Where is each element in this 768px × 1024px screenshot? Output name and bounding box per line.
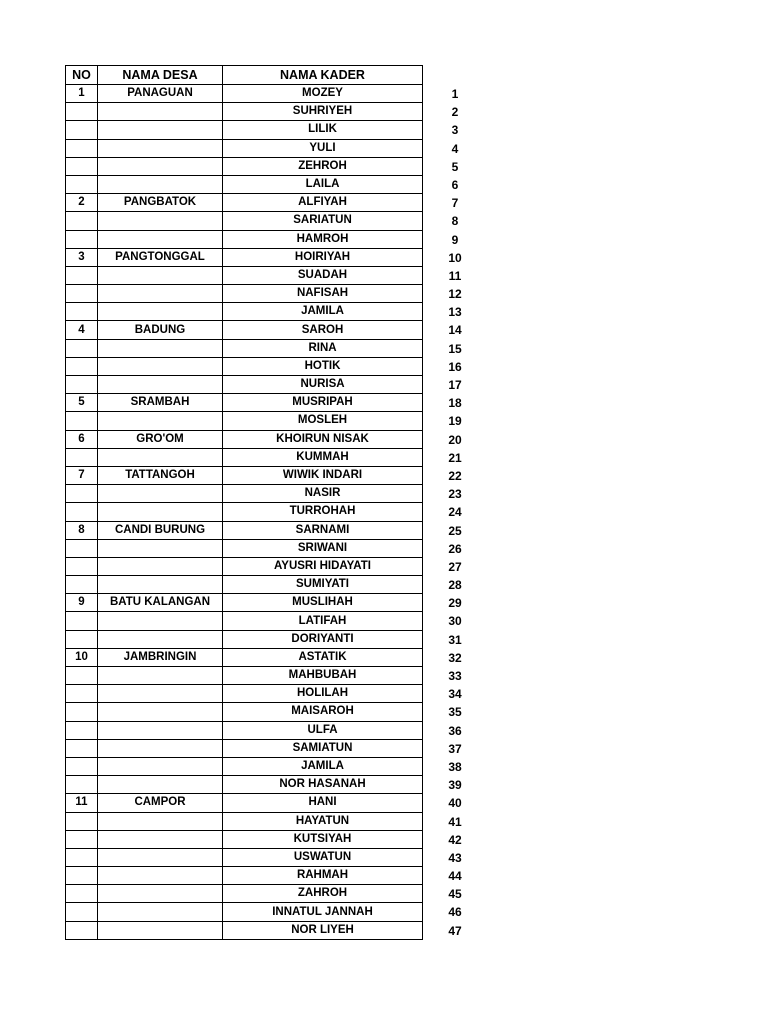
row-index-number: 28 (448, 578, 462, 593)
cell-no (66, 485, 98, 503)
cell-nama-kader: KHOIRUN NISAK (223, 430, 423, 448)
cell-nama-desa: CAMPOR (98, 794, 223, 812)
row-index-number: 6 (451, 177, 459, 192)
cell-nama-kader: SAROH (223, 321, 423, 339)
cell-nama-desa (98, 485, 223, 503)
cell-nama-kader: RAHMAH (223, 867, 423, 885)
table-row (66, 194, 423, 212)
cell-no (66, 921, 98, 939)
cell-nama-kader: MOZEY (223, 85, 423, 103)
row-index-number: 2 (451, 105, 459, 120)
cell-no: 9 (66, 594, 98, 612)
row-index-number: 27 (448, 559, 462, 574)
table-row (66, 321, 423, 339)
cell-no (66, 303, 98, 321)
cell-nama-kader: JAMILA (223, 757, 423, 775)
row-index-number: 37 (448, 741, 462, 756)
table-row (66, 921, 423, 939)
cell-no (66, 412, 98, 430)
cell-nama-desa (98, 921, 223, 939)
cell-nama-kader: SRIWANI (223, 539, 423, 557)
table-row (66, 867, 423, 885)
cell-nama-desa (98, 303, 223, 321)
row-index-number: 13 (448, 305, 462, 320)
cell-nama-desa (98, 867, 223, 885)
cell-nama-desa (98, 739, 223, 757)
cell-no (66, 376, 98, 394)
cell-no: 5 (66, 394, 98, 412)
cell-nama-kader: ZEHROH (223, 157, 423, 175)
cell-no: 6 (66, 430, 98, 448)
table-row (66, 539, 423, 557)
cell-no (66, 285, 98, 303)
row-index-number: 47 (448, 923, 462, 938)
table-row (66, 576, 423, 594)
cell-nama-kader: AYUSRI HIDAYATI (223, 557, 423, 575)
cell-nama-kader: RINA (223, 339, 423, 357)
table-row (66, 230, 423, 248)
row-index-number: 4 (451, 141, 459, 156)
cell-nama-desa (98, 339, 223, 357)
cell-nama-desa (98, 612, 223, 630)
cell-nama-desa (98, 175, 223, 193)
cell-no: 1 (66, 85, 98, 103)
cell-nama-kader: ULFA (223, 721, 423, 739)
row-index-number: 20 (448, 432, 462, 447)
table-row (66, 776, 423, 794)
row-index-number: 29 (448, 596, 462, 611)
cell-nama-kader: YULI (223, 139, 423, 157)
cell-nama-desa: TATTANGOH (98, 466, 223, 484)
cell-nama-kader: NURISA (223, 376, 423, 394)
table-row (66, 830, 423, 848)
cell-nama-kader: LAILA (223, 175, 423, 193)
cell-nama-kader: WIWIK INDARI (223, 466, 423, 484)
cell-nama-desa (98, 703, 223, 721)
cell-no (66, 885, 98, 903)
cell-nama-desa (98, 503, 223, 521)
cell-nama-kader: HANI (223, 794, 423, 812)
cell-nama-kader: ZAHROH (223, 885, 423, 903)
row-index-number: 25 (448, 523, 462, 538)
cell-nama-kader: MOSLEH (223, 412, 423, 430)
kader-table (65, 65, 423, 940)
cell-no (66, 139, 98, 157)
table-row (66, 757, 423, 775)
row-index-number: 11 (448, 268, 462, 283)
cell-nama-desa (98, 539, 223, 557)
cell-nama-desa (98, 285, 223, 303)
row-index-number: 40 (448, 796, 462, 811)
cell-nama-desa (98, 667, 223, 685)
table-row (66, 339, 423, 357)
cell-nama-desa (98, 848, 223, 866)
cell-no: 7 (66, 466, 98, 484)
row-index-number: 36 (448, 723, 462, 738)
row-index-number: 5 (451, 159, 459, 174)
cell-nama-kader: HOLILAH (223, 685, 423, 703)
row-index-number: 10 (448, 250, 462, 265)
table-row (66, 485, 423, 503)
cell-no (66, 612, 98, 630)
cell-nama-desa (98, 103, 223, 121)
cell-nama-kader: DORIYANTI (223, 630, 423, 648)
table-row (66, 612, 423, 630)
table-row (66, 430, 423, 448)
cell-nama-desa: PANGBATOK (98, 194, 223, 212)
cell-no (66, 230, 98, 248)
cell-nama-kader: KUTSIYAH (223, 830, 423, 848)
row-index-number: 7 (451, 196, 459, 211)
cell-no (66, 739, 98, 757)
row-index-number: 17 (448, 378, 462, 392)
cell-no (66, 157, 98, 175)
cell-nama-kader: SARIATUN (223, 212, 423, 230)
table-row (66, 685, 423, 703)
cell-no (66, 848, 98, 866)
cell-nama-desa: PANAGUAN (98, 85, 223, 103)
index-column (440, 85, 470, 940)
cell-nama-desa (98, 576, 223, 594)
cell-nama-desa (98, 448, 223, 466)
cell-nama-desa: CANDI BURUNG (98, 521, 223, 539)
cell-no (66, 103, 98, 121)
cell-no (66, 576, 98, 594)
row-index-number: 34 (448, 687, 462, 702)
cell-nama-kader: LATIFAH (223, 612, 423, 630)
table-row (66, 248, 423, 266)
table-row (66, 630, 423, 648)
cell-no (66, 339, 98, 357)
cell-nama-kader: MAHBUBAH (223, 667, 423, 685)
table-row (66, 376, 423, 394)
cell-nama-desa (98, 121, 223, 139)
table-row (66, 139, 423, 157)
row-index-number: 31 (448, 632, 462, 647)
cell-no (66, 830, 98, 848)
row-index-number: 16 (448, 359, 462, 374)
cell-nama-kader: SAMIATUN (223, 739, 423, 757)
table-row (66, 721, 423, 739)
cell-nama-kader: HOTIK (223, 357, 423, 375)
cell-nama-kader: MUSRIPAH (223, 394, 423, 412)
row-index-number: 12 (448, 287, 462, 302)
cell-no (66, 503, 98, 521)
row-index-number: 22 (448, 468, 462, 483)
cell-nama-desa: SRAMBAH (98, 394, 223, 412)
cell-no (66, 266, 98, 284)
row-index-number: 35 (448, 705, 462, 720)
row-index-number: 45 (448, 887, 462, 902)
cell-nama-kader: JAMILA (223, 303, 423, 321)
cell-nama-desa (98, 685, 223, 703)
cell-nama-desa (98, 885, 223, 903)
cell-nama-desa (98, 139, 223, 157)
table-row (66, 157, 423, 175)
cell-no (66, 667, 98, 685)
row-index-number: 43 (448, 850, 462, 865)
row-index-number: 8 (451, 214, 459, 229)
cell-nama-desa (98, 266, 223, 284)
header-nama-desa: NAMA DESA (98, 66, 223, 85)
cell-nama-kader: SUADAH (223, 266, 423, 284)
table-row (66, 667, 423, 685)
cell-nama-kader: KUMMAH (223, 448, 423, 466)
table-row (66, 848, 423, 866)
table-row (66, 212, 423, 230)
cell-nama-desa (98, 721, 223, 739)
table-row (66, 594, 423, 612)
cell-no (66, 757, 98, 775)
cell-nama-kader: MUSLIHAH (223, 594, 423, 612)
cell-no (66, 557, 98, 575)
row-index-number: 15 (448, 341, 462, 356)
cell-nama-kader: NOR LIYEH (223, 921, 423, 939)
header-nama-kader: NAMA KADER (223, 66, 423, 85)
cell-nama-desa (98, 557, 223, 575)
table-row (66, 85, 423, 103)
cell-nama-desa (98, 757, 223, 775)
cell-no (66, 212, 98, 230)
cell-no (66, 448, 98, 466)
cell-no: 2 (66, 194, 98, 212)
cell-nama-desa: BATU KALANGAN (98, 594, 223, 612)
table-row (66, 794, 423, 812)
row-index-number: 26 (448, 541, 462, 556)
cell-nama-kader: TURROHAH (223, 503, 423, 521)
cell-no (66, 703, 98, 721)
row-index-number: 33 (448, 669, 462, 683)
cell-no (66, 903, 98, 921)
cell-nama-desa: PANGTONGGAL (98, 248, 223, 266)
table-row (66, 466, 423, 484)
cell-no (66, 539, 98, 557)
row-index-number: 18 (448, 396, 462, 411)
cell-nama-kader: INNATUL JANNAH (223, 903, 423, 921)
cell-nama-kader: HAYATUN (223, 812, 423, 830)
cell-nama-desa: BADUNG (98, 321, 223, 339)
row-index-number: 23 (448, 487, 462, 502)
cell-nama-kader: SUHRIYEH (223, 103, 423, 121)
table-row (66, 503, 423, 521)
cell-nama-kader: NASIR (223, 485, 423, 503)
row-index-number: 32 (448, 650, 462, 665)
cell-nama-desa (98, 830, 223, 848)
cell-nama-kader: NOR HASANAH (223, 776, 423, 794)
table-row (66, 739, 423, 757)
table-row (66, 394, 423, 412)
cell-nama-kader: HAMROH (223, 230, 423, 248)
cell-nama-desa (98, 412, 223, 430)
cell-no (66, 175, 98, 193)
table-row (66, 175, 423, 193)
cell-nama-desa (98, 357, 223, 375)
cell-nama-desa (98, 230, 223, 248)
cell-nama-kader: ALFIYAH (223, 194, 423, 212)
cell-nama-desa (98, 376, 223, 394)
cell-no (66, 121, 98, 139)
cell-nama-kader: NAFISAH (223, 285, 423, 303)
row-index-number: 1 (451, 87, 459, 101)
table-row (66, 521, 423, 539)
cell-no (66, 357, 98, 375)
row-index-number: 41 (448, 814, 462, 829)
table-row (66, 448, 423, 466)
table-row (66, 903, 423, 921)
header-row (66, 66, 423, 85)
cell-no: 10 (66, 648, 98, 666)
row-index-number: 19 (448, 414, 462, 429)
cell-nama-kader: MAISAROH (223, 703, 423, 721)
table-row (66, 303, 423, 321)
cell-nama-desa (98, 903, 223, 921)
table-row (66, 412, 423, 430)
row-index-number: 44 (448, 869, 462, 884)
header-no: NO (66, 66, 98, 85)
table-row (66, 121, 423, 139)
cell-no: 8 (66, 521, 98, 539)
cell-nama-desa (98, 212, 223, 230)
cell-no (66, 812, 98, 830)
cell-nama-kader: ASTATIK (223, 648, 423, 666)
table-row (66, 885, 423, 903)
row-index-number: 24 (448, 505, 462, 520)
cell-nama-kader: HOIRIYAH (223, 248, 423, 266)
row-index-number: 39 (448, 778, 462, 793)
cell-no (66, 721, 98, 739)
table-row (66, 103, 423, 121)
row-index-number: 46 (448, 905, 462, 920)
table-row (66, 557, 423, 575)
table-row (66, 812, 423, 830)
cell-no (66, 867, 98, 885)
cell-no (66, 776, 98, 794)
cell-nama-kader: USWATUN (223, 848, 423, 866)
table-row (66, 357, 423, 375)
cell-no: 4 (66, 321, 98, 339)
table-row (66, 703, 423, 721)
cell-nama-desa (98, 812, 223, 830)
cell-nama-desa: GRO'OM (98, 430, 223, 448)
cell-nama-desa (98, 630, 223, 648)
table-row (66, 285, 423, 303)
cell-nama-desa: JAMBRINGIN (98, 648, 223, 666)
table-row (66, 648, 423, 666)
row-index-number: 21 (448, 450, 462, 465)
row-index-number: 38 (448, 759, 462, 774)
row-index-number: 42 (448, 832, 462, 847)
cell-nama-kader: LILIK (223, 121, 423, 139)
cell-no: 3 (66, 248, 98, 266)
cell-no: 11 (66, 794, 98, 812)
cell-no (66, 685, 98, 703)
cell-nama-desa (98, 157, 223, 175)
cell-nama-kader: SUMIYATI (223, 576, 423, 594)
row-index-number: 14 (448, 323, 462, 338)
cell-nama-desa (98, 776, 223, 794)
cell-no (66, 630, 98, 648)
cell-nama-kader: SARNAMI (223, 521, 423, 539)
row-index-number: 9 (451, 232, 459, 247)
row-index-number: 3 (451, 123, 459, 138)
row-index-number: 30 (448, 614, 462, 629)
table-row (66, 266, 423, 284)
table-body (66, 85, 423, 940)
